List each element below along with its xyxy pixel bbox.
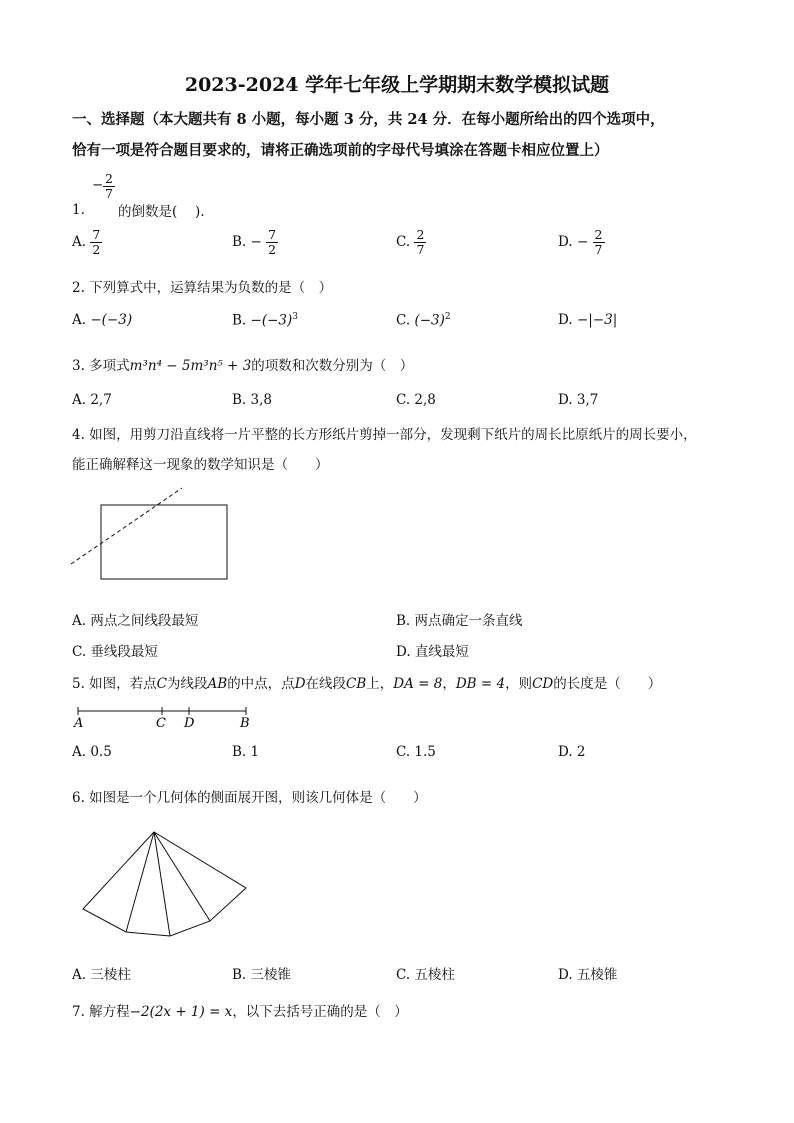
question-6: 6. 如图是一个几何体的侧面展开图，则该几何体是（ ）	[72, 790, 427, 806]
option-b: B. $-(-3)^3$	[232, 312, 298, 329]
pyramid-net-figure	[78, 826, 258, 942]
net-edge	[154, 832, 170, 936]
option-a: A. $\frac{7}{2}$	[72, 227, 101, 257]
question-4-line1: 4. 如图，用剪刀沿直线将一片平整的长方形纸片剪掉一部分，发现剩下纸片的周长比原纸片的周长要小，	[72, 427, 697, 443]
option-a: A. 0.5	[72, 744, 112, 760]
option-b: B. 两点确定一条直线	[396, 613, 523, 629]
question-7: 7. 解方程−2(2x + 1) = x，以下去括号正确的是（ ）	[72, 1004, 408, 1020]
fraction: $\frac{2}{7}$	[105, 171, 113, 201]
option-c: C. 五棱柱	[396, 967, 455, 983]
fraction-sign: −	[92, 177, 104, 193]
option-d: D. 五棱锥	[558, 967, 618, 983]
question-3: 3. 多项式m³n⁴ − 5m³n⁵ + 3的项数和次数分别为（ ）	[72, 358, 414, 374]
option-a: A. 三棱柱	[72, 967, 131, 983]
section-heading-line2: 恰有一项是符合题目要求的，请将正确选项前的字母代号填涂在答题卡相应位置上）	[72, 142, 609, 159]
option-a: A. 两点之间线段最短	[72, 613, 199, 629]
point-label-b: B	[240, 716, 250, 731]
option-b: B. 三棱锥	[232, 967, 292, 983]
option-c: C. 2,8	[396, 392, 436, 408]
option-d: D. 2	[558, 744, 586, 760]
question-number: 1.	[72, 202, 85, 218]
option-c: C. 垂线段最短	[72, 644, 158, 660]
question-5: 5. 如图，若点C为线段AB的中点，点D在线段CB上，DA = 8，DB = 4，则CD的长度是（ ）	[72, 676, 662, 692]
option-c: C. $(-3)^2$	[396, 312, 451, 329]
page-title: 2023-2024 学年七年级上学期期末数学模拟试题	[184, 74, 610, 96]
rectangle	[101, 505, 227, 579]
segment-figure	[70, 703, 260, 733]
section-heading-line1: 一、选择题（本大题共有 8 小题，每小题 3 分，共 24 分．在每小题所给出的四个选项中，	[72, 111, 665, 128]
question-text: 的倒数是( ).	[118, 204, 205, 220]
option-c: C. 1.5	[396, 744, 436, 760]
option-d: D. − $\frac{2}{7}$	[558, 227, 603, 257]
net-outline	[83, 832, 246, 936]
option-c: C. $\frac{2}{7}$	[396, 227, 425, 257]
option-b: B. 3,8	[232, 392, 272, 408]
polynomial: m³n⁴ − 5m³n⁵ + 3	[129, 358, 252, 374]
cut-line	[71, 488, 182, 564]
rectangle-cut-figure	[66, 484, 236, 584]
option-b: B. 1	[232, 744, 260, 760]
point-label-d: D	[184, 716, 195, 731]
option-b: B. − $\frac{7}{2}$	[232, 227, 277, 257]
option-a: A. 2,7	[72, 392, 112, 408]
equation: −2(2x + 1) = x	[129, 1004, 233, 1020]
option-a: A. −(−3)	[72, 312, 133, 328]
question-4-line2: 能正确解释这一现象的数学知识是（ ）	[72, 457, 329, 473]
option-d: D. 3,7	[558, 392, 599, 408]
point-label-a: A	[74, 716, 84, 731]
point-label-c: C	[156, 716, 166, 731]
net-edge	[154, 832, 210, 921]
option-d: D. −|−3|	[558, 312, 618, 328]
question-2: 2. 下列算式中，运算结果为负数的是（ ）	[72, 280, 333, 296]
option-d: D. 直线最短	[396, 644, 469, 660]
